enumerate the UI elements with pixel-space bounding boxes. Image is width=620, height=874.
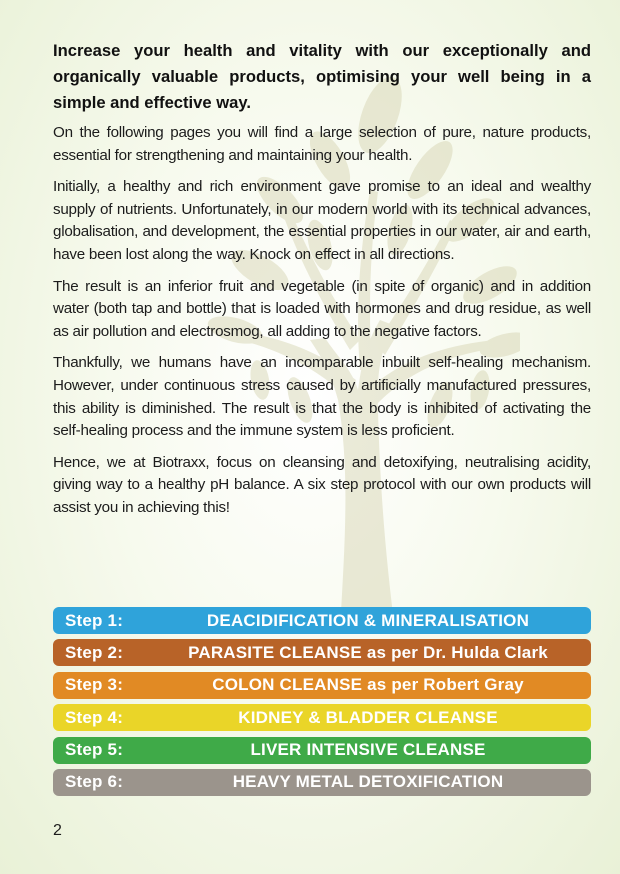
step-title: LIVER INTENSIVE CLEANSE bbox=[250, 740, 486, 760]
step-title: HEAVY METAL DETOXIFICATION bbox=[232, 772, 504, 792]
step-1-bar bbox=[53, 607, 591, 634]
step-6-bar bbox=[53, 769, 591, 796]
intro-heading: Increase your health and vitality with our exceptionally and organically valuable products, optimising your well being in a simple and effective way. bbox=[53, 41, 591, 112]
paragraph-environment: Initially, a healthy and rich environment gave promise to an ideal and wealthy supply of nutrients. Unfortunately, in our modern world with its technical advances, globalisation, and development, the essential properties in our water, air and earth, have been lost along the way. Knock on effect in all directions. bbox=[53, 178, 591, 263]
main-content bbox=[53, 38, 591, 529]
step-title: KIDNEY & BLADDER CLEANSE bbox=[238, 707, 498, 727]
paragraph-nature-products: On the following pages you will find a large selection of pure, nature products, essential for strengthening and maintaining your health. bbox=[53, 124, 591, 164]
step-4-bar bbox=[53, 704, 591, 731]
paragraph-result: The result is an inferior fruit and vegetable (in spite of organic) and in addition water (both tap and bottle) that is loaded with hormones and drug residue, as well as air pollution and electrosmog, all adding to the negative factors. bbox=[53, 277, 591, 340]
step-label: Step 4: bbox=[65, 707, 124, 727]
step-title: DEACIDIFICATION & MINERALISATION bbox=[206, 610, 530, 630]
page-number: 2 bbox=[53, 822, 62, 839]
step-label: Step 1: bbox=[65, 610, 124, 630]
step-title: PARASITE CLEANSE as per Dr. Hulda Clark bbox=[188, 642, 548, 662]
paragraph-self-healing: Thankfully, we humans have an incomparable inbuilt self-healing mechanism. However, under continuous stress caused by artificially manufactured pressures, this ability is diminished. The result is that the body is inhibited of activating the self-healing process and the immune system is less proficient. bbox=[53, 354, 591, 440]
steps-list bbox=[53, 607, 591, 801]
step-label: Step 2: bbox=[65, 642, 124, 662]
step-5-bar bbox=[53, 737, 591, 764]
paragraph-biotraxx: Hence, we at Biotraxx, focus on cleansing and detoxifying, neutralising acidity, giving way to a healthy pH balance. A six step protocol with our own products will assist you in achieving this! bbox=[53, 453, 591, 516]
step-label: Step 5: bbox=[65, 740, 124, 760]
step-title: COLON CLEANSE as per Robert Gray bbox=[212, 675, 524, 695]
step-label: Step 6: bbox=[65, 772, 124, 792]
step-label: Step 3: bbox=[65, 675, 124, 695]
step-3-bar bbox=[53, 672, 591, 699]
step-2-bar bbox=[53, 639, 591, 666]
